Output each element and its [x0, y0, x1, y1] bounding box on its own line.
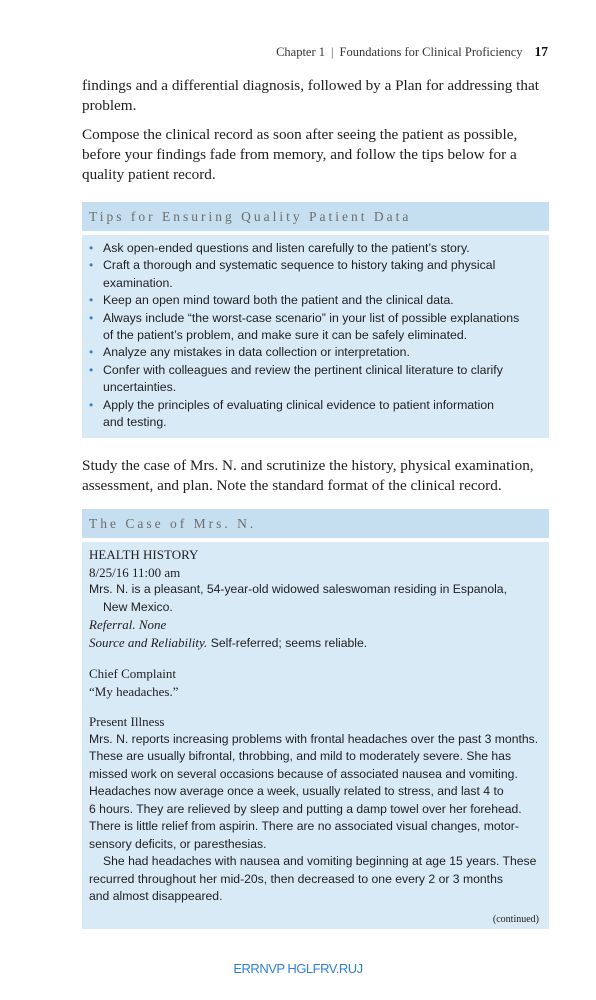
bullet-icon: • — [89, 241, 94, 255]
bullet-icon: • — [89, 310, 94, 325]
present-illness-line: Headaches now average once a week, usually related to stress, and last 4 to — [89, 784, 504, 798]
source-reliability-line — [89, 634, 549, 653]
tip-line: Analyze any mistakes in data collection or interpretation. — [103, 345, 410, 360]
tip-item — [82, 292, 549, 309]
present-illness-line: Mrs. N. reports increasing problems with frontal headaches over the past 3 months. — [89, 731, 539, 746]
source-label: Source and Reliability. — [89, 634, 208, 650]
tip-line: uncertainties. — [103, 380, 177, 395]
present-illness-line: These are usually bifrontal, throbbing, and mild to moderately severe. She has — [89, 749, 512, 763]
present-illness-heading: Present Illness — [89, 714, 165, 729]
tip-line: examination. — [103, 275, 173, 290]
bullet-icon: • — [89, 258, 94, 273]
bullet-icon: • — [89, 362, 94, 377]
text-line: quality patient record. — [82, 166, 216, 183]
text-line: problem. — [82, 97, 137, 114]
tip-line: Confer with colleagues and review the pertinent clinical literature to clarify — [103, 362, 503, 377]
tip-line: and testing. — [103, 415, 167, 430]
watermark: ERRNVP HGLFRV.RUJ — [233, 961, 363, 976]
present-illness-line: There is little relief from aspirin. There are no associated visual changes, motor- — [89, 819, 519, 833]
text-line: Study the case of Mrs. N. and scrutinize the history, physical examination, — [82, 457, 534, 474]
compose-record-paragraph — [82, 125, 552, 185]
referral-line: Referral. None — [89, 617, 167, 632]
tips-list — [82, 235, 549, 438]
present-illness-line: and almost disappeared. — [89, 889, 223, 903]
case-box-title: The Case of Mrs. N. — [82, 509, 549, 538]
tip-line: Craft a thorough and systematic sequence to history taking and physical — [103, 258, 496, 273]
present-illness-section — [89, 713, 549, 906]
text-line: assessment, and plan. Note the standard format of the clinical record. — [82, 477, 502, 494]
present-illness-line: sensory deficits, or paresthesias. — [89, 836, 267, 851]
case-box — [82, 509, 549, 929]
study-case-paragraph — [82, 456, 552, 496]
patient-intro-line: New Mexico. — [103, 599, 173, 614]
present-illness-line: She had headaches with nausea and vomiting beginning at age 15 years. These — [103, 854, 537, 868]
text-line: findings and a differential diagnosis, followed by a Plan for addressing that — [82, 77, 539, 94]
present-illness-line: recurred throughout her mid-20s, then decreased to one every 2 or 3 months — [89, 871, 503, 886]
tip-line: Apply the principles of evaluating clinical evidence to patient information — [103, 397, 494, 412]
tip-item — [82, 257, 549, 292]
chief-complaint-text: “My headaches.” — [89, 683, 179, 699]
health-history-section — [89, 546, 549, 652]
tip-line: of the patient’s problem, and make sure it can be safely eliminated. — [103, 328, 468, 343]
visit-date-time: 8/25/16 11:00 am — [89, 564, 181, 580]
patient-intro-line: Mrs. N. is a pleasant, 54-year-old widowed saleswoman residing in Espanola, — [89, 582, 507, 596]
bullet-icon: • — [89, 345, 94, 360]
bullet-icon: • — [89, 293, 94, 308]
tip-item — [82, 310, 549, 345]
chapter-label: Chapter 1 — [276, 45, 326, 59]
tip-item — [82, 362, 549, 397]
page-number: 17 — [534, 44, 548, 59]
health-history-heading: HEALTH HISTORY — [89, 547, 199, 562]
text-line: before your findings fade from memory, and follow the tips below for a — [82, 146, 517, 163]
header-separator: | — [331, 45, 334, 59]
tips-box — [82, 202, 549, 438]
continued-note: (continued) — [492, 914, 539, 925]
text-line: Compose the clinical record as soon after seeing the patient as possible, — [82, 126, 518, 143]
chief-complaint-section — [89, 665, 549, 700]
case-body — [82, 542, 549, 929]
tip-item — [82, 240, 549, 257]
section-title: Foundations for Clinical Proficiency — [339, 45, 523, 59]
tip-line: Ask open-ended questions and listen carefully to the patient’s story. — [103, 241, 470, 255]
tip-item — [82, 397, 549, 432]
present-illness-line: missed work on several occasions because of associated nausea and vomiting. — [89, 766, 518, 781]
source-text: Self-referred; seems reliable. — [207, 635, 368, 650]
intro-paragraph-continuation — [82, 76, 552, 116]
running-header — [276, 44, 548, 60]
tip-line: Always include “the worst-case scenario” in your list of possible explanations — [103, 310, 520, 325]
tip-item — [82, 344, 549, 361]
chief-complaint-heading: Chief Complaint — [89, 666, 177, 681]
tip-line: Keep an open mind toward both the patient and the clinical data. — [103, 293, 454, 308]
present-illness-line: 6 hours. They are relieved by sleep and putting a damp towel over her forehead. — [89, 801, 522, 816]
bullet-icon: • — [89, 397, 94, 412]
tips-box-title: Tips for Ensuring Quality Patient Data — [82, 202, 549, 231]
